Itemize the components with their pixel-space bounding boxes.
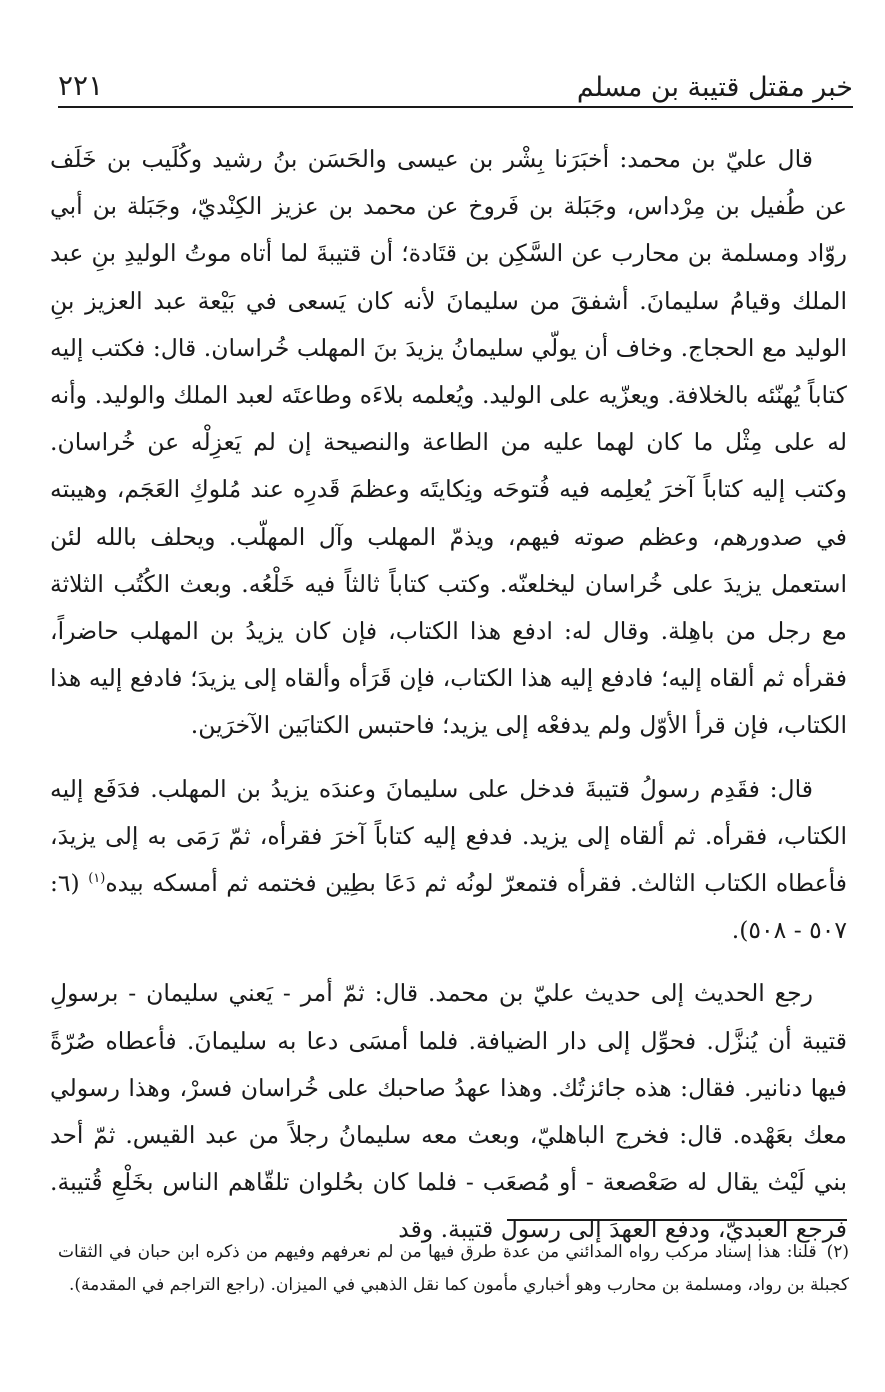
- footnote-text: قلنا: هذا إسناد مركب رواه المدائني من عدة طرق فيها من لم نعرفهم وفيهم من ذكره ابن حبان في الثقات كجبلة بن رواد، ومسلمة بن محارب وهو أخباري مأمون كما نقل الذهبي في الميزان. (راجع التراجم في المقدمة).: [58, 1242, 849, 1295]
- footnote: [58, 1236, 849, 1302]
- page-number: ٢٢١: [58, 69, 104, 102]
- paragraph-2-text: قال: فقَدِم رسولُ قتيبةَ فدخل على سليمانَ وعندَه يزيدُ بن المهلب. فدَفَع إليه الكتاب، فقرأه. ثم ألقاه إلى يزيد. فدفع إليه كتاباً آخرَ فقرأه، ثمّ رَمَى به إلى يزيدَ، فأعطاه الكتاب الثالث. فقرأه فتمعرّ لونُه ثم دَعَا بطِين فختمه ثم أمسكه بيده: [50, 774, 847, 898]
- paragraph-2: [50, 766, 847, 955]
- paragraph-1: قال عليّ بن محمد: أخبَرَنا بِشْر بن عيسى والحَسَن بنُ رشيد وكُلَيب بن خَلَف عن طُفيل بن مِرْداس، وجَبَلة بن فَروخ عن محمد بن عزيز الكِنْديّ، وجَبَلة بن أبي روّاد ومسلمة بن محارب عن السَّكِن بن قتَادة؛ أن قتيبةَ لما أتاه موتُ الوليدِ بنِ عبد الملك وقيامُ سليمانَ. أشفقَ من سليمانَ لأنه كان يَسعى في بَيْعة عبد العزيز بنِ الوليد مع الحجاج. وخاف أن يولّي سليمانُ يزيدَ بنَ المهلب خُراسان. قال: فكتب إليه كتاباً يُهنّئه بالخلافة. ويعزّيه على الوليد. ويُعلمه بلاءَه وطاعتَه لعبد الملك والوليد. وأنه له على مِثْل ما كان لهما عليه من الطاعة والنصيحة إن لم يَعزِلْه عن خُراسان. وكتب إليه كتاباً آخرَ يُعلِمه فيه فُتوحَه ونِكايتَه وعظمَ قَدرِه عند مُلوكِ العَجَم، وهيبته في صدورهم، وعظم صوته فيهم، ويذمّ المهلب وآل المهلّب. ويحلف بالله لئن استعمل يزيدَ على خُراسان ليخلعنّه. وكتب كتاباً ثالثاً فيه خَلْعُه. وبعث الكُتُب الثلاثة مع رجل من باهِلة. وقال له: ادفع هذا الكتاب، فإن كان يزيدُ بن المهلب حاضراً، فقرأه ثم ألقاه إليه؛ فادفع إليه هذا الكتاب، فإن قَرَأه وألقاه إلى يزيدَ؛ فادفع إليه هذا الكتاب، فإن قرأ الأوّل ولم يدفعْه إلى يزيد؛ فاحتبس الكتابَين الآخرَين.: [50, 145, 847, 740]
- footnote-number: (٢): [826, 1242, 849, 1262]
- footnote-marker: (١): [88, 871, 106, 887]
- running-header: [58, 62, 853, 108]
- main-text: [50, 136, 847, 1254]
- running-title: خبر مقتل قتيبة بن مسلم: [576, 72, 853, 103]
- footnote-separator: [507, 1219, 847, 1221]
- source-citation: (٦: ٥٠٧ - ٥٠٨).: [50, 869, 847, 945]
- paragraph-3: رجع الحديث إلى حديث عليّ بن محمد. قال: ثمّ أمر - يَعني سليمان - برسولِ قتيبة أن يُنزَّل. فحوِّل إلى دار الضيافة. فلما أمسَى دعا به سليمانَ. فأعطاه صُرّةً فيها دنانير. فقال: هذه جائزتُك. وهذا عهدُ صاحبك على خُراسان فسرْ، وهذا رسولي معك بعَهْده. قال: فخرج الباهليّ، وبعث معه سليمانُ رجلاً من عبد القيس. ثمّ أحد بني لَيْث يقال له صَعْصعة - أو مُصعَب - فلما كان بحُلوان تلقّاهم الناس بخَلْعِ قُتيبة. فرجع العبديّ، ودفع العهدَ إلى رسول قتيبة. وقد: [50, 979, 847, 1244]
